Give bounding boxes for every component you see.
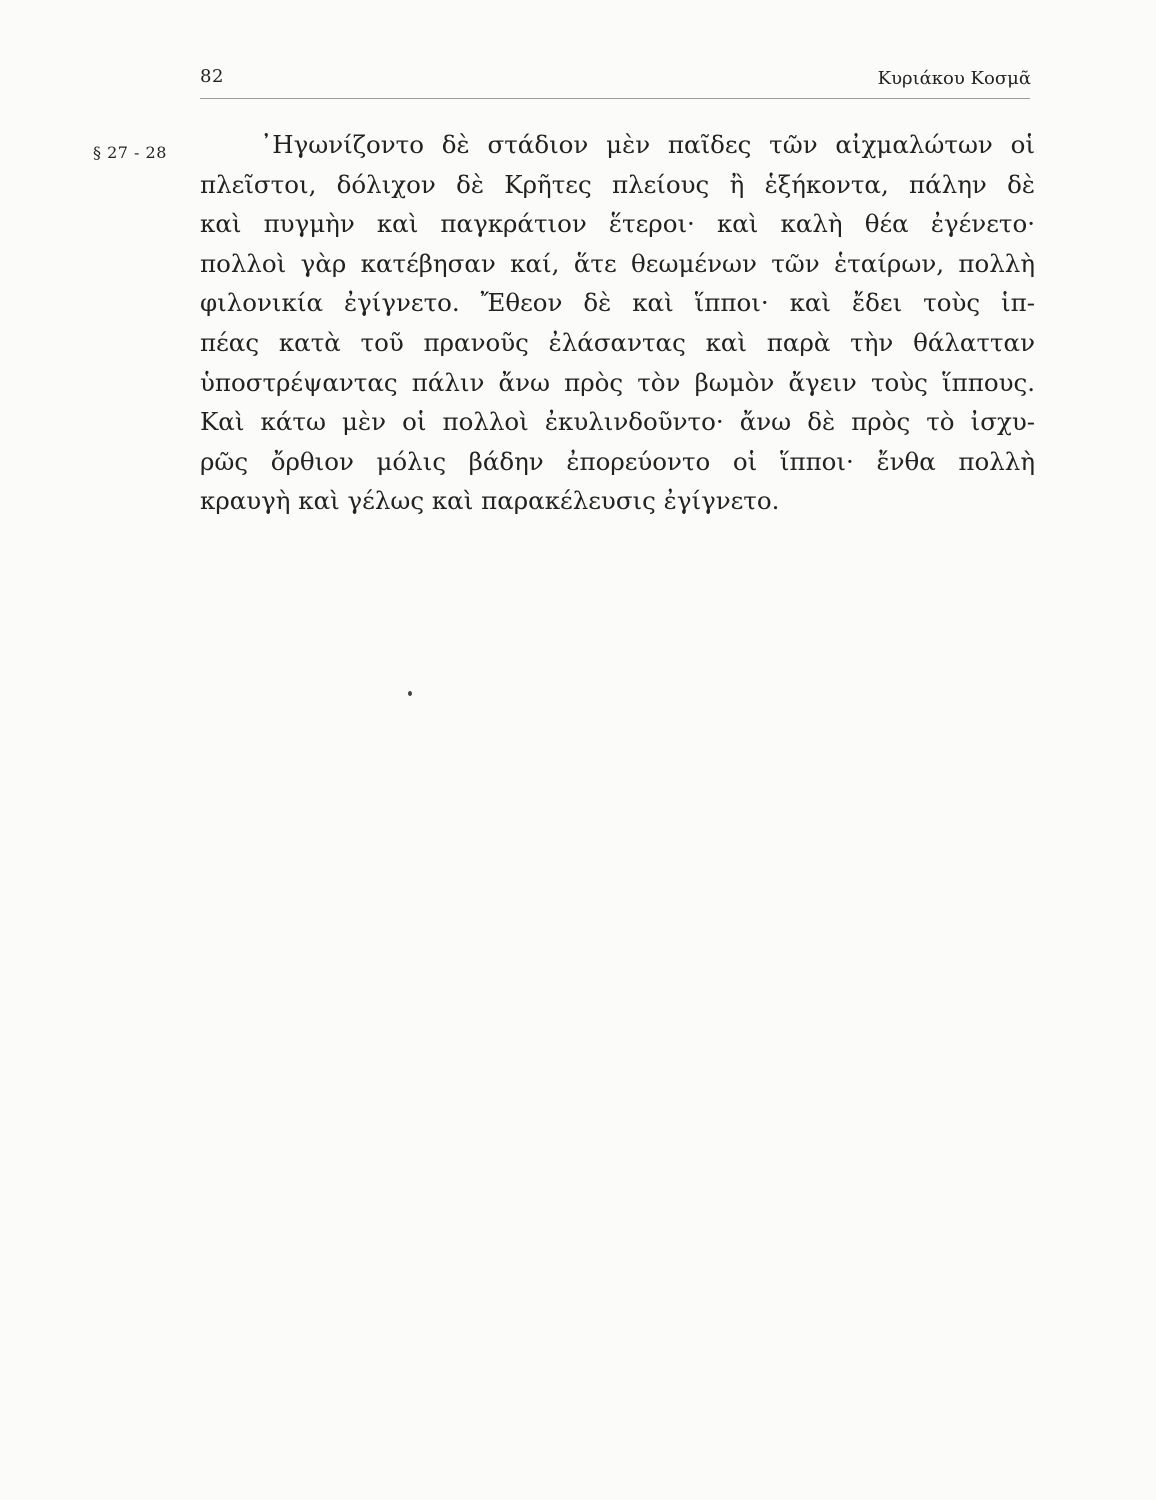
page-number: 82: [200, 66, 224, 87]
text-line: κραυγὴ καὶ γέλως καὶ παρακέλευσις ἐγίγνετο.: [200, 486, 780, 516]
text-line: φιλονικία ἐγίγνετο. Ἔθεον δὲ καὶ ἵπποι· καὶ ἔδει τοὺς ἱπ-: [200, 288, 1035, 318]
header-rule: [200, 98, 1030, 99]
margin-reference: § 27 - 28: [93, 143, 167, 162]
text-line: καὶ πυγμὴν καὶ παγκράτιον ἕτεροι· καὶ καλὴ θέα ἐγένετο·: [200, 209, 1035, 239]
text-line: ρῶς ὄρθιον μόλις βάδην ἐπορεύοντο οἱ ἵπποι· ἔνθα πολλὴ: [200, 446, 1035, 476]
text-line: ὑποστρέψαντας πάλιν ἄνω πρὸς τὸν βωμὸν ἄγειν τοὺς ἵππους.: [200, 367, 1035, 397]
text-line: ᾿Ηγωνίζοντο δὲ στάδιον μὲν παῖδες τῶν αἰχμαλώτων οἱ: [260, 130, 1035, 159]
running-head: Κυριάκου Κοσμᾶ: [877, 68, 1031, 89]
text-line: πολλοὶ γὰρ κατέβησαν καί, ἅτε θεωμένων τῶν ἑταίρων, πολλὴ: [200, 248, 1035, 278]
text-line: πέας κατὰ τοῦ πρανοῦς ἐλάσαντας καὶ παρὰ τὴν θάλατταν: [200, 327, 1035, 357]
text-line: πλεῖστοι, δόλιχον δὲ Κρῆτες πλείους ἢ ἑξήκοντα, πάλην δὲ: [200, 169, 1035, 199]
text-line: Καὶ κάτω μὲν οἱ πολλοὶ ἐκυλινδοῦντο· ἄνω δὲ πρὸς τὸ ἰσχυ-: [200, 407, 1035, 437]
ink-speck: [408, 691, 412, 696]
body-text: [200, 125, 1035, 521]
